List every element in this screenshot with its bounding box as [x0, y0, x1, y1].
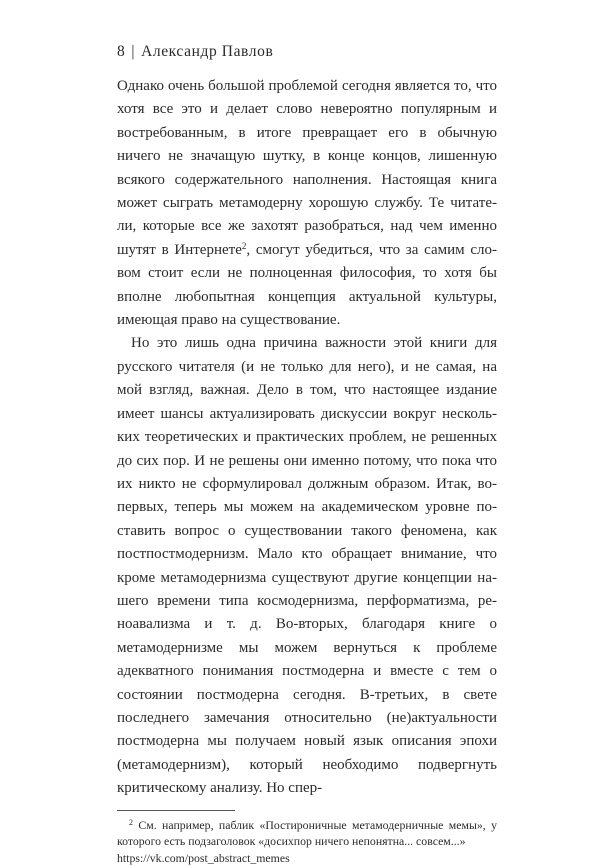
page-number: 8	[117, 43, 126, 60]
footnote-text: См. например, паблик «Постироничные метамодерничные мемы», у которого есть подзаголовок «досихпор ничего непонятна... совсем...»	[117, 817, 497, 849]
main-text	[117, 75, 497, 801]
paragraph-1-text-start: Однако очень большой проблемой сегодня является то, что хотя все это и делает слово невероятно популярным и востребованным, в итоге превращает его в обычную ничего не значащую шутку, в конце концов, лишенную всякого содержательного наполнения. Настоящая книга может сыграть метамодерну хорошую службу. Те читатели, которые все же захотят разобраться, над чем именно шутят в Интернете	[117, 78, 497, 258]
paragraph-1-text-end: , смогут убедиться, что за самим словом стоит если не полноценная философия, то хотя бы вполне любопытная концепция актуальной культуры, имеющая право на существование.	[117, 241, 497, 329]
footnote	[117, 817, 497, 866]
book-page	[117, 40, 497, 866]
footnote-number: 2	[129, 817, 133, 827]
author-name: Александр Павлов	[141, 43, 274, 60]
footnote-reference[interactable]: 2	[241, 240, 247, 251]
footnote-link[interactable]: https://vk.com/post_abstract_memes	[117, 850, 290, 865]
header-separator: |	[131, 43, 136, 60]
paragraph-2: Но это лишь одна причина важности этой книги для русского читателя (и не только для него), и не самая, на мой взгляд, важная. Дело в том, что настоящее издание имеет шансы актуализировать дискуссии вокруг нескольких теоретических и практических проблем, не решенных до сих пор. И не решены они именно потому, что пока что их никто не сформулировал должным образом. Итак, во-первых, теперь мы можем на академическом уровне поставить вопрос о существовании такого феномена, как постпостмодернизм. Мало кто обращает внимание, что кроме метамодернизма существуют другие концепции нашего времени типа космодернизма, перформатизма, реноавализма и т. д. Во-вторых, благодаря книге о метамодернизме мы можем вернуться к проблеме адекватного понимания постмодерна и вместе с тем о состоянии постмодерна сегодня. В-третьих, в свете последнего замечания относительно (не)актуальности постмодерна мы получаем новый язык описания эпохи (метамодернизм), который необходимо подвергнуть критическому анализу. Но спер-	[117, 335, 497, 797]
paragraph-1	[117, 75, 497, 332]
footnote-divider	[117, 810, 235, 811]
running-header	[117, 40, 497, 64]
